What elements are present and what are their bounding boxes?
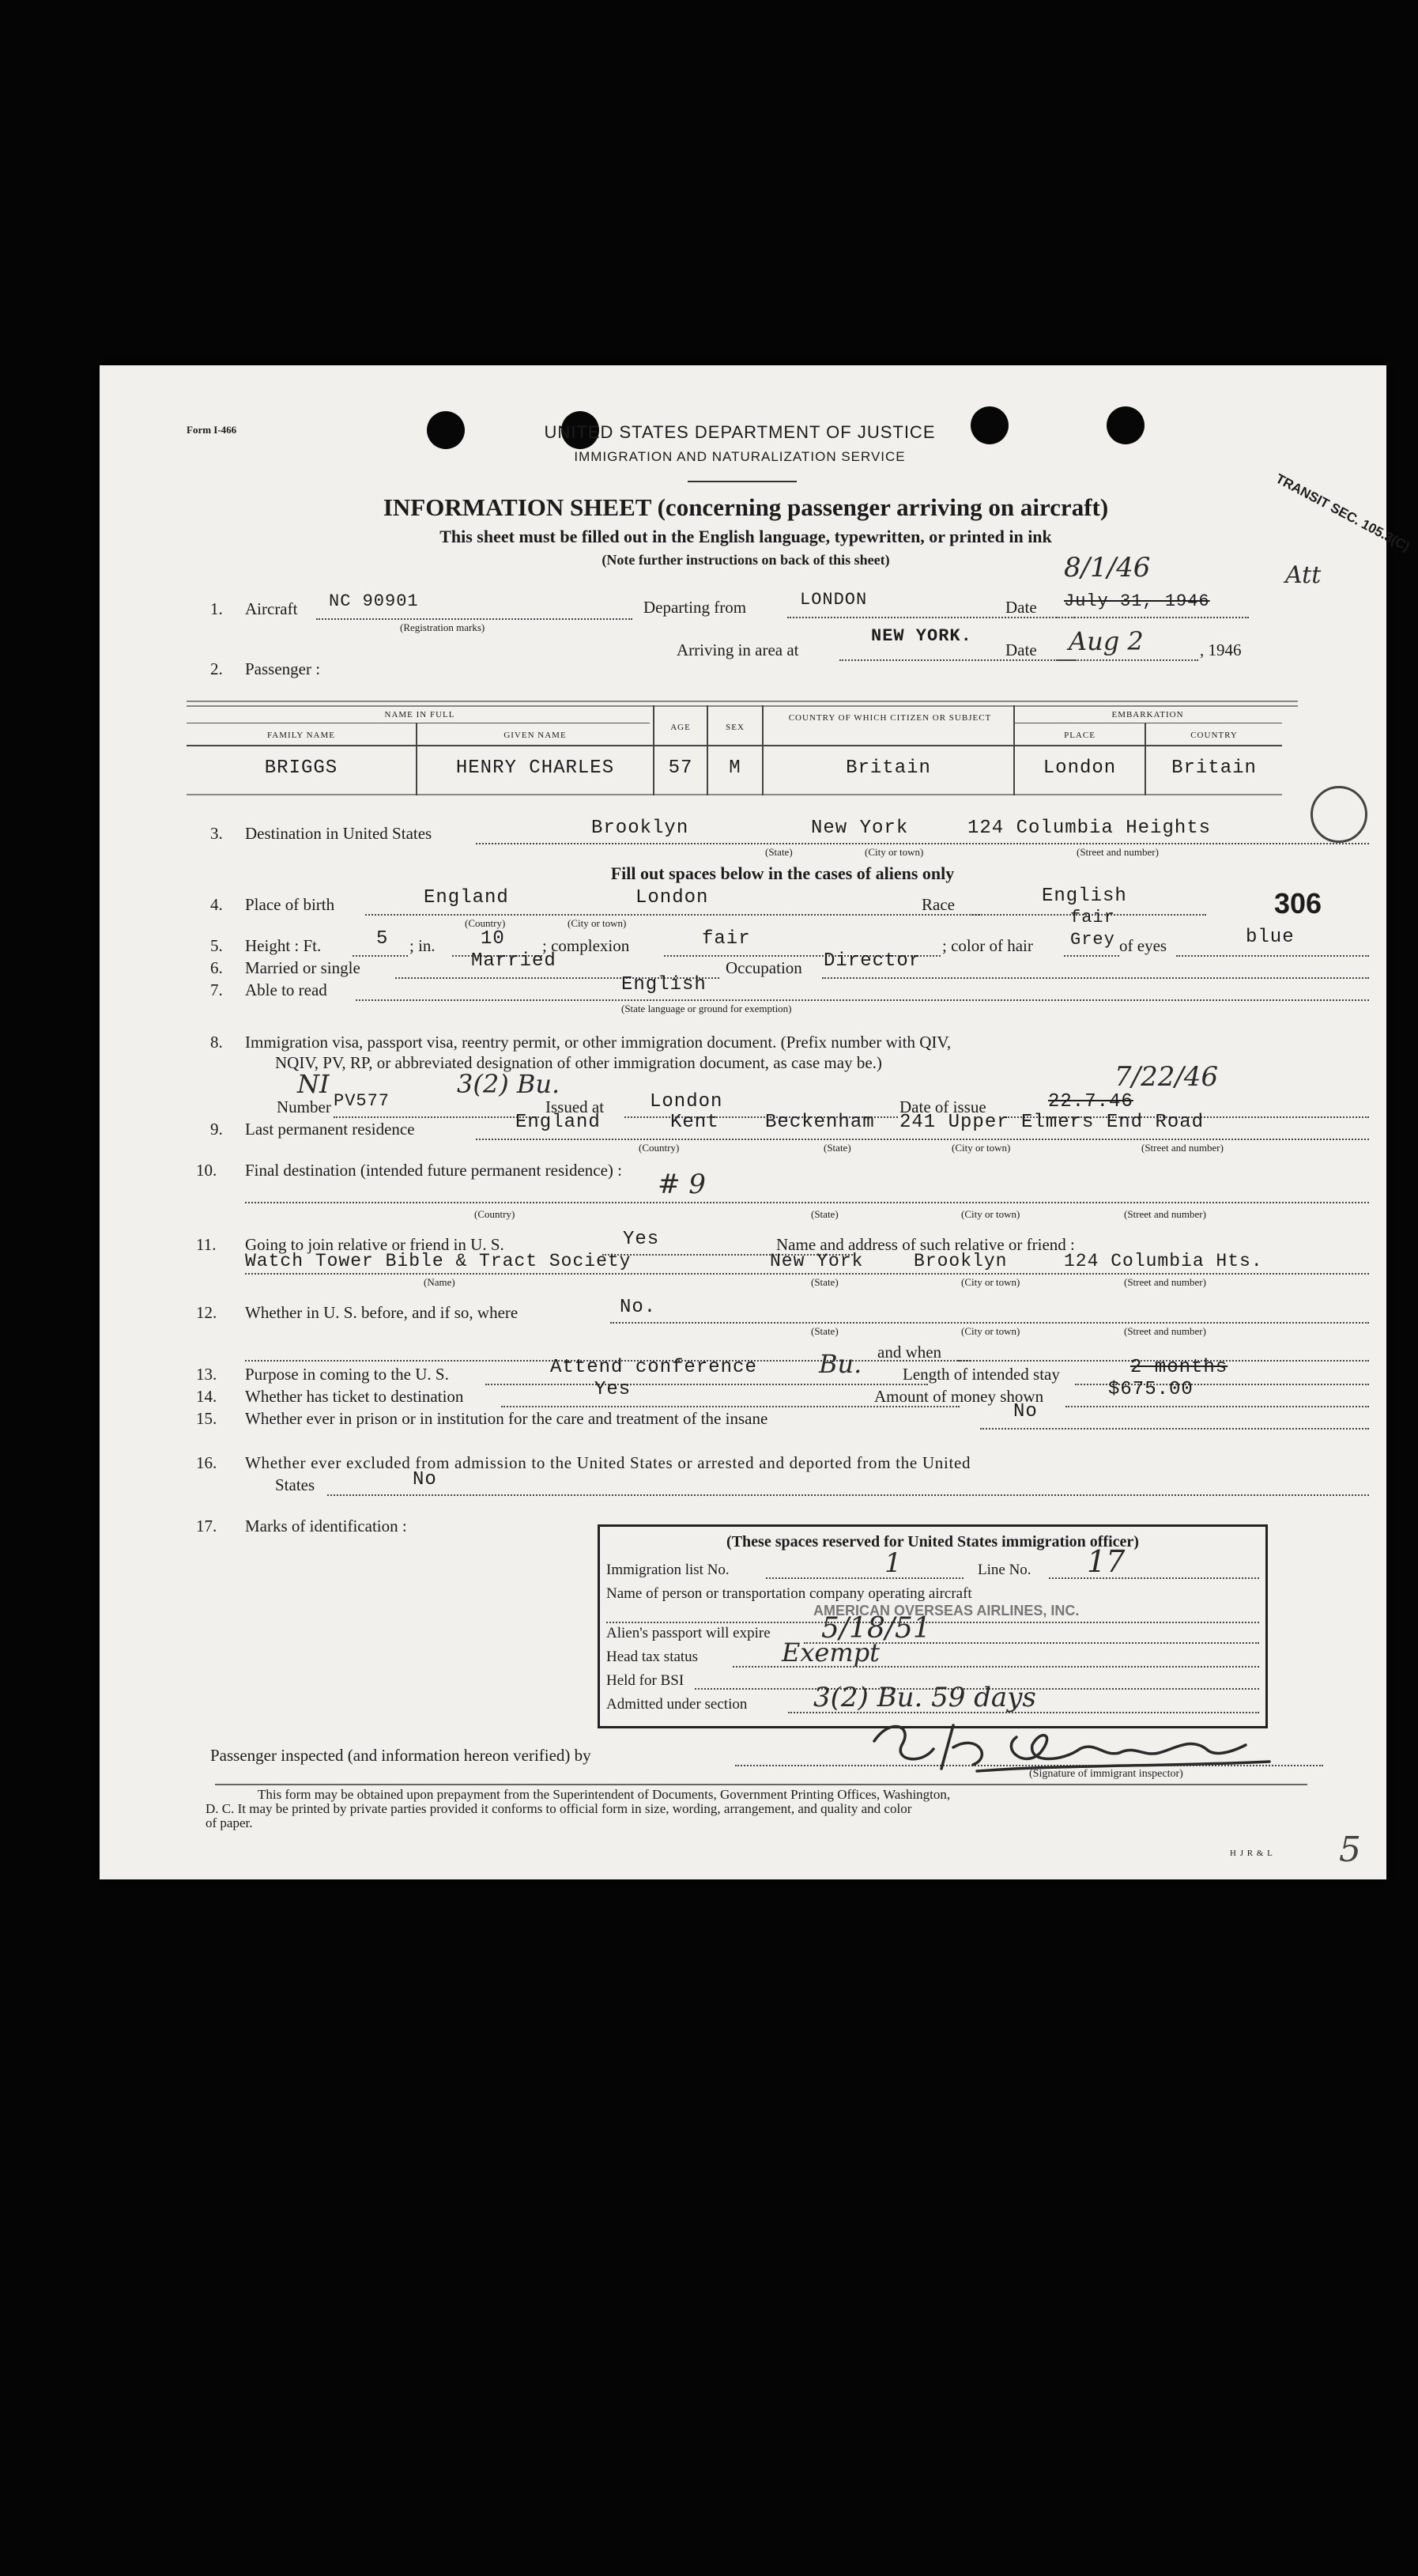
caption: (State): [765, 846, 793, 858]
passport-label: Alien's passport will expire: [606, 1625, 771, 1641]
sex-cell[interactable]: M: [729, 757, 741, 779]
visa-instructions-2: NQIV, PV, RP, or abbreviated designation of other immigration document, as case may be.): [275, 1053, 882, 1072]
final-destination-label: Final destination (intended future permanent residence) :: [245, 1161, 623, 1180]
column-header: COUNTRY: [1190, 731, 1238, 740]
column-header: SEX: [726, 723, 745, 732]
date-value[interactable]: July 31, 1946: [1064, 591, 1210, 611]
caption: (City or town): [865, 846, 924, 858]
punch-hole: [427, 411, 465, 449]
previous-us-line: [610, 1322, 1369, 1324]
family-name-cell[interactable]: BRIGGS: [264, 757, 338, 779]
previous-us-value[interactable]: No.: [620, 1297, 657, 1318]
form-sheet: [100, 365, 1412, 1879]
footer-line-3: of paper.: [206, 1815, 253, 1830]
aircraft-value[interactable]: NC 90901: [329, 591, 419, 611]
citizenship-cell[interactable]: Britain: [846, 757, 931, 779]
residence-line: [476, 1139, 1369, 1140]
excluded-label-2: States: [275, 1475, 315, 1494]
registration-caption: (Registration marks): [400, 621, 485, 633]
caption: (City or town): [961, 1208, 1020, 1220]
footer-line-1: This form may be obtained upon prepayment from the Superintendent of Documents, Government Printing Offices, Washington,: [258, 1787, 951, 1802]
caption: (Street and number): [1124, 1276, 1206, 1288]
prison-line: [980, 1428, 1369, 1430]
birth-label: Place of birth: [245, 895, 335, 914]
prison-value[interactable]: No: [1013, 1401, 1038, 1422]
money-label: Amount of money shown: [874, 1387, 1044, 1406]
date-label: Date: [1005, 598, 1037, 617]
destination-label: Destination in United States: [245, 824, 432, 843]
join-relative-label: Going to join relative or friend in U. S.: [245, 1235, 504, 1254]
birth-city[interactable]: London: [635, 887, 709, 908]
occupation-line: [822, 977, 1369, 979]
inspection-label: Passenger inspected (and information hereon verified) by: [210, 1746, 591, 1765]
caption: (City or town): [568, 917, 627, 929]
column-header: GIVEN NAME: [503, 731, 567, 740]
line-label: Line No.: [978, 1562, 1031, 1578]
officer-box-heading: (These spaces reserved for United States immigration officer): [726, 1533, 1139, 1551]
item-number: 3.: [210, 824, 223, 843]
hair-line: [1064, 955, 1119, 957]
final-destination-hand[interactable]: # 9: [658, 1169, 706, 1200]
item-number: 16.: [196, 1453, 217, 1472]
purpose-label: Purpose in coming to the U. S.: [245, 1365, 449, 1384]
caption: (Street and number): [1124, 1208, 1206, 1220]
embark-country-cell[interactable]: Britain: [1171, 757, 1257, 779]
marital-label: Married or single: [245, 958, 360, 977]
visa-number-line: [334, 1116, 539, 1118]
form-subtitle: This sheet must be filled out in the English language, typewritten, or printed in ink: [439, 527, 1052, 546]
date2-value[interactable]: Aug 2: [1069, 626, 1144, 656]
destination-line: [476, 843, 1369, 844]
caption: (City or town): [961, 1276, 1020, 1288]
visa-number-label: Number: [277, 1097, 331, 1116]
residence-city[interactable]: Beckenham: [765, 1112, 875, 1133]
date2-line: [1056, 659, 1198, 661]
excluded-value[interactable]: No: [413, 1469, 437, 1490]
caption: (State): [824, 1142, 851, 1154]
caption: (Street and number): [1141, 1142, 1224, 1154]
agency-heading: UNITED STATES DEPARTMENT OF JUSTICE: [544, 422, 936, 442]
caption: (Name): [424, 1276, 455, 1288]
aliens-heading: Fill out spaces below in the cases of aliens only: [610, 863, 955, 883]
prison-label: Whether ever in prison or in institution for the care and treatment of the insane: [245, 1409, 768, 1428]
stay-value[interactable]: 2 months: [1130, 1357, 1228, 1378]
occupation-label: Occupation: [726, 958, 802, 977]
arriving-value[interactable]: NEW YORK.: [871, 626, 972, 646]
caption: (Country): [474, 1208, 515, 1220]
issue-date-value[interactable]: 22.7.46: [1048, 1091, 1133, 1112]
caption: (Country): [465, 917, 506, 929]
hair-alt-value: fair: [1070, 908, 1115, 927]
big-number: 306: [1274, 887, 1322, 920]
caption: (City or town): [961, 1325, 1020, 1337]
residence-country[interactable]: England: [515, 1112, 601, 1133]
item-number: 8.: [210, 1033, 223, 1052]
marital-value[interactable]: Married: [471, 950, 556, 972]
ticket-label: Whether has ticket to destination: [245, 1387, 464, 1406]
caption: (State language or ground for exemption): [621, 1003, 792, 1014]
column-header: FAMILY NAME: [267, 731, 335, 740]
relative-state[interactable]: New York: [770, 1251, 864, 1271]
column-header: PLACE: [1064, 731, 1096, 740]
money-value[interactable]: $675.00: [1108, 1379, 1194, 1400]
read-line: [356, 999, 1369, 1001]
destination-state[interactable]: Brooklyn: [591, 818, 689, 839]
visa-hand-prefix: NI: [297, 1069, 330, 1099]
excluded-label: Whether ever excluded from admission to the United States or arrested and deported from the United: [245, 1453, 971, 1472]
bsi-label: Held for BSI: [606, 1672, 684, 1689]
read-label: Able to read: [245, 980, 327, 999]
height-in-value[interactable]: 10: [481, 928, 505, 950]
signature-caption: (Signature of immigrant inspector): [1029, 1768, 1183, 1780]
relative-name-label: Name and address of such relative or friend :: [776, 1235, 1075, 1254]
tax-label: Head tax status: [606, 1649, 699, 1665]
item-number: 5.: [210, 936, 223, 955]
height-in-label: ; in.: [409, 936, 436, 955]
issued-at-value[interactable]: London: [650, 1091, 723, 1112]
eyes-value[interactable]: blue: [1246, 927, 1295, 948]
complexion-label: ; complexion: [542, 936, 630, 955]
footer-line-2: D. C. It may be printed by private parties provided it conforms to official form in size, wording, arrangement, and quality and color: [206, 1801, 912, 1816]
caption: (State): [811, 1276, 839, 1288]
departing-value[interactable]: LONDON: [800, 590, 868, 610]
line-line: [1049, 1577, 1259, 1579]
item-number: 14.: [196, 1387, 217, 1406]
transit-stamp: TRANSIT SEC. 105.3(C): [1273, 470, 1412, 555]
circled-mark: [1311, 786, 1367, 843]
form-number: Form I-466: [187, 424, 237, 436]
item-number: 17.: [196, 1517, 217, 1535]
arriving-label: Arriving in area at: [677, 640, 799, 659]
purpose-hand: Bu.: [819, 1349, 862, 1379]
handwritten-date: 8/1/46: [1064, 552, 1151, 584]
side-number: 5: [1339, 1830, 1361, 1870]
visa-instructions: Immigration visa, passport visa, reentry permit, or other immigration document. (Prefix number with QIV,: [245, 1033, 952, 1052]
destination-street[interactable]: 124 Columbia Heights: [967, 818, 1212, 839]
excluded-line: [327, 1494, 1369, 1496]
date2-year: , 1946: [1200, 640, 1242, 659]
item-number: 10.: [196, 1161, 217, 1180]
height-ft-value[interactable]: 5: [376, 928, 389, 950]
item-number: 13.: [196, 1365, 217, 1384]
passenger-label: Passenger :: [245, 659, 321, 678]
list-label: Immigration list No.: [606, 1562, 730, 1578]
company-line: [606, 1622, 1259, 1623]
embark-place-cell[interactable]: London: [1043, 757, 1117, 779]
relative-name[interactable]: Watch Tower Bible & Tract Society: [245, 1251, 632, 1271]
final-destination-line: [245, 1202, 1369, 1203]
destination-city[interactable]: New York: [811, 818, 909, 839]
previous-us-label: Whether in U. S. before, and if so, where: [245, 1303, 519, 1322]
residence-label: Last permanent residence: [245, 1120, 415, 1139]
issue-date-label: Date of issue: [899, 1097, 986, 1116]
date2-label: Date: [1005, 640, 1037, 659]
aircraft-label: Aircraft: [245, 599, 298, 618]
item-number: 11.: [196, 1235, 217, 1254]
footer-divider: [215, 1784, 1307, 1785]
item-number: 9.: [210, 1120, 223, 1139]
height-ft-line: [353, 955, 408, 957]
punch-hole: [971, 406, 1009, 444]
item-number: 4.: [210, 895, 223, 914]
residence-state[interactable]: Kent: [670, 1112, 719, 1133]
given-name-cell[interactable]: HENRY CHARLES: [455, 757, 615, 779]
caption: (State): [811, 1325, 839, 1337]
caption: (State): [811, 1208, 839, 1220]
item-number: 7.: [210, 980, 223, 999]
money-line: [1065, 1406, 1369, 1407]
visa-hand-class: 3(2) Bu.: [457, 1069, 560, 1099]
item-number: 15.: [196, 1409, 217, 1428]
complexion-value[interactable]: fair: [702, 928, 751, 950]
passport-value[interactable]: 5/18/51: [821, 1612, 931, 1645]
issue-date-hand: 7/22/46: [1114, 1061, 1219, 1093]
list-line: [766, 1577, 964, 1579]
race-value[interactable]: English: [1042, 886, 1127, 907]
race-label: Race: [922, 895, 955, 914]
punch-hole: [1107, 406, 1145, 444]
table-group-name: NAME IN FULL: [384, 710, 455, 720]
relative-city[interactable]: Brooklyn: [914, 1251, 1008, 1271]
company-stamp: AMERICAN OVERSEAS AIRLINES, INC.: [813, 1603, 1080, 1618]
eyes-label: of eyes: [1119, 936, 1167, 955]
residence-street[interactable]: 241 Upper Elmers End Road: [899, 1112, 1205, 1133]
list-value[interactable]: 1: [884, 1547, 902, 1579]
hair-value[interactable]: Grey: [1070, 930, 1115, 950]
item-number: 12.: [196, 1303, 217, 1322]
heading-divider: [688, 481, 797, 482]
aircraft-line: [316, 618, 632, 620]
departing-label: Departing from: [643, 598, 747, 617]
line-value[interactable]: 17: [1087, 1544, 1126, 1579]
birth-country[interactable]: England: [424, 887, 509, 908]
section-value[interactable]: 3(2) Bu. 59 days: [813, 1682, 1036, 1713]
form-note: (Note further instructions on back of this sheet): [602, 552, 890, 568]
read-value[interactable]: English: [621, 974, 707, 995]
printer-code: H J R & L: [1230, 1849, 1273, 1858]
occupation-value[interactable]: Director: [824, 950, 922, 972]
purpose-value[interactable]: Attend conference: [550, 1357, 757, 1378]
height-ft-label: Height : Ft.: [245, 936, 322, 955]
visa-number-value[interactable]: PV577: [334, 1091, 390, 1111]
hair-label: ; color of hair: [942, 936, 1033, 955]
form-title: INFORMATION SHEET (concerning passenger arriving on aircraft): [383, 493, 1109, 521]
stay-label: Length of intended stay: [903, 1365, 1060, 1384]
handwritten-initials: Att: [1285, 561, 1322, 589]
company-label: Name of person or transportation company operating aircraft: [606, 1585, 972, 1602]
section-label: Admitted under section: [606, 1696, 748, 1713]
column-header: AGE: [670, 723, 691, 732]
caption: (Street and number): [1124, 1325, 1206, 1337]
relative-name-line: [245, 1273, 1369, 1275]
caption: (City or town): [952, 1142, 1011, 1154]
issued-at-label: Issued at: [545, 1097, 605, 1116]
ticket-value[interactable]: Yes: [594, 1379, 632, 1400]
item-number: 1.: [210, 599, 223, 618]
age-cell[interactable]: 57: [668, 757, 693, 779]
item-number: 6.: [210, 958, 223, 977]
caption: (Street and number): [1077, 846, 1159, 858]
marks-label: Marks of identification :: [245, 1517, 407, 1535]
table-group-embarkation: EMBARKATION: [1111, 710, 1184, 720]
tax-value[interactable]: Exempt: [782, 1637, 881, 1668]
column-header: COUNTRY OF WHICH CITIZEN OR SUBJECT: [788, 713, 992, 723]
caption: (Country): [639, 1142, 680, 1154]
relative-street[interactable]: 124 Columbia Hts.: [1064, 1251, 1263, 1271]
eyes-line: [1176, 955, 1369, 957]
and-when-label: and when: [877, 1343, 942, 1362]
item-number: 2.: [210, 659, 223, 678]
officer-box: [598, 1524, 1268, 1728]
date-line: [1056, 617, 1249, 618]
arriving-line: [839, 659, 1077, 661]
join-relative-value[interactable]: Yes: [623, 1229, 660, 1250]
service-heading: IMMIGRATION AND NATURALIZATION SERVICE: [574, 449, 906, 464]
birth-line: [365, 914, 980, 916]
purpose-line: [485, 1384, 928, 1385]
